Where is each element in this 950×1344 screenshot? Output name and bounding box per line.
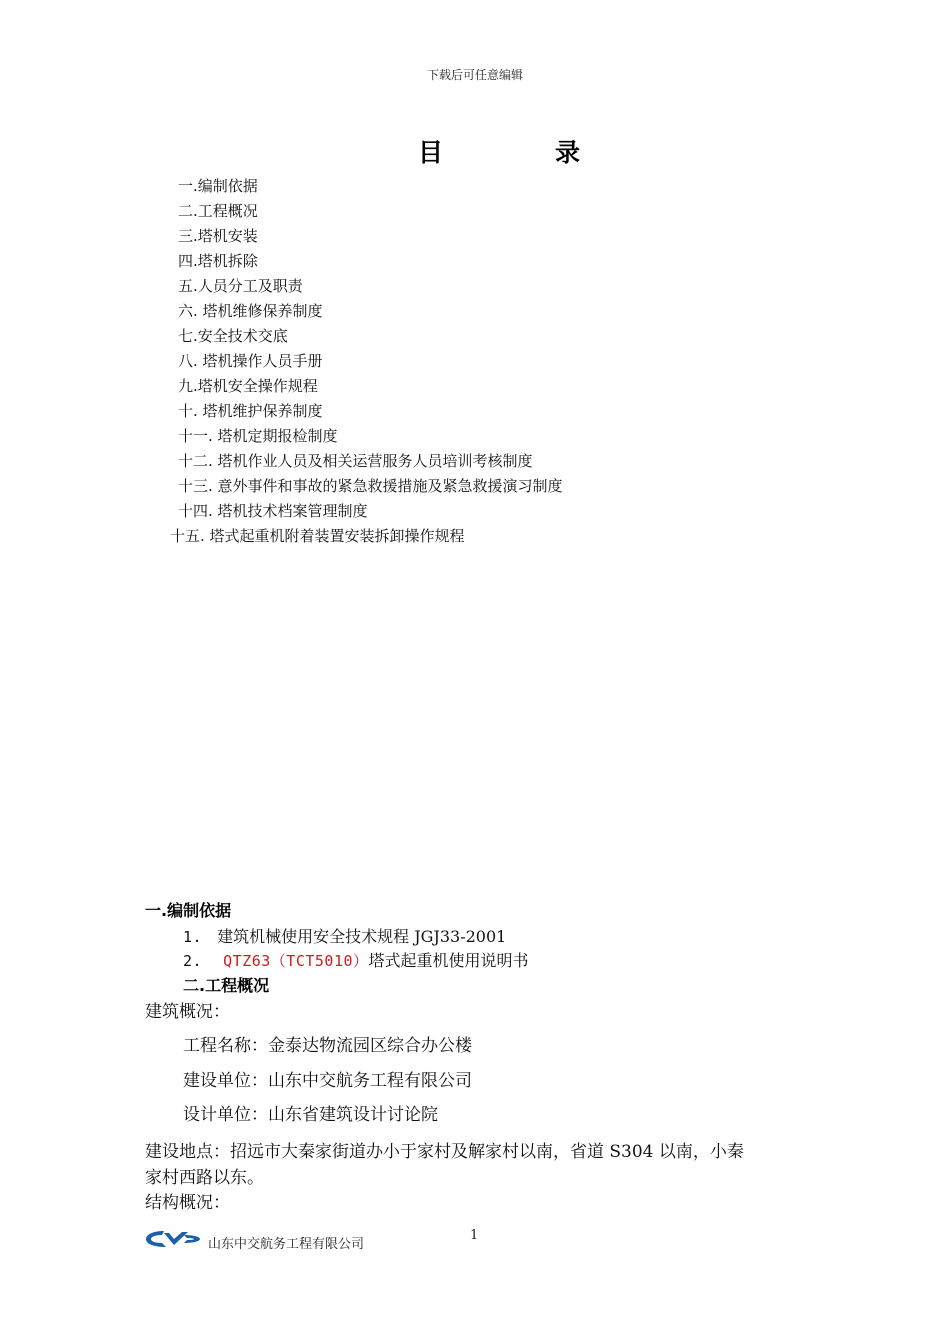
toc-item[interactable]: 十. 塔机维护保养制度 bbox=[178, 402, 323, 420]
toc-item[interactable]: 四.塔机拆除 bbox=[178, 252, 258, 270]
section1-item-2 bbox=[183, 948, 529, 971]
toc-item[interactable]: 十四. 塔机技术档案管理制度 bbox=[178, 502, 368, 520]
section1-item-1-text: 建筑机械使用安全技术规程 JGJ33-2001 bbox=[217, 927, 507, 946]
toc-item[interactable]: 九.塔机安全操作规程 bbox=[178, 377, 318, 395]
toc-item[interactable]: 七.安全技术交底 bbox=[178, 327, 288, 345]
header-note: 下载后可任意编辑 bbox=[426, 68, 523, 82]
toc-item[interactable]: 十三. 意外事件和事故的紧急救援措施及紧急救援演习制度 bbox=[178, 477, 563, 495]
toc-item[interactable]: 十二. 塔机作业人员及相关运营服务人员培训考核制度 bbox=[178, 452, 533, 470]
toc-title bbox=[418, 133, 580, 169]
footer-company-name: 山东中交航务工程有限公司 bbox=[208, 1237, 365, 1252]
building-overview-label: 建筑概况： bbox=[145, 1002, 230, 1022]
toc-item[interactable]: 五.人员分工及职责 bbox=[178, 277, 303, 295]
structure-overview-label: 结构概况： bbox=[145, 1193, 230, 1213]
toc-item[interactable]: 十五. 塔式起重机附着装置安装拆卸操作规程 bbox=[170, 527, 465, 545]
toc-item[interactable]: 一.编制依据 bbox=[178, 177, 258, 195]
section1-item-2-number: 2. bbox=[183, 952, 203, 970]
section1-item-2-model: QTZ63（TCT5010） bbox=[223, 952, 369, 970]
section1-item-1-number: 1. bbox=[183, 928, 203, 946]
toc-item[interactable]: 二.工程概况 bbox=[178, 202, 258, 220]
design-unit: 设计单位：山东省建筑设计讨论院 bbox=[183, 1105, 438, 1125]
construction-location-line-2: 家村西路以东。 bbox=[145, 1168, 264, 1188]
toc-title-char-1: 目 bbox=[418, 138, 444, 167]
construction-unit: 建设单位：山东中交航务工程有限公司 bbox=[183, 1071, 472, 1091]
section1-heading: 一.编制依据 bbox=[145, 901, 232, 920]
toc-item[interactable]: 八. 塔机操作人员手册 bbox=[178, 352, 323, 370]
toc-item[interactable]: 六. 塔机维修保养制度 bbox=[178, 302, 323, 320]
project-name: 工程名称：金泰达物流园区综合办公楼 bbox=[183, 1036, 472, 1056]
section2-heading: 二.工程概况 bbox=[183, 976, 270, 995]
page-number: 1 bbox=[470, 1228, 479, 1243]
construction-location-line-1: 建设地点：招远市大秦家街道办小于家村及解家村以南，省道 S304 以南，小秦 bbox=[145, 1142, 744, 1162]
toc-title-char-2: 录 bbox=[555, 138, 581, 167]
company-logo-icon bbox=[144, 1227, 202, 1251]
toc-item[interactable]: 十一. 塔机定期报检制度 bbox=[178, 427, 338, 445]
toc-item[interactable]: 三.塔机安装 bbox=[178, 227, 258, 245]
section1-item-2-text: 塔式起重机使用说明书 bbox=[368, 951, 529, 970]
section1-item-1 bbox=[183, 924, 506, 947]
